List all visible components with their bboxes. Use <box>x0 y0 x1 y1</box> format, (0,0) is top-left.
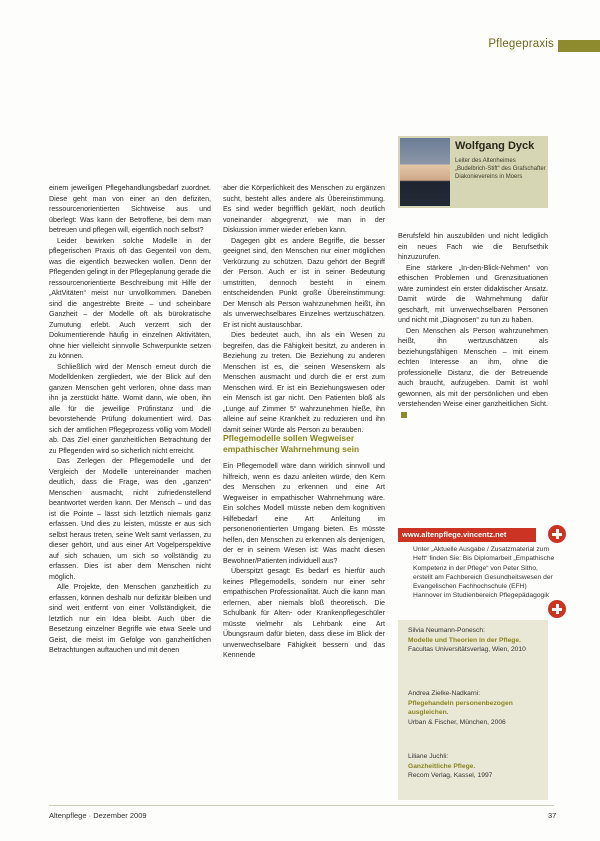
literature-author: Silvia Neumann-Ponesch: <box>408 627 485 634</box>
paragraph: Berufsfeld hin auszubilden und nicht lediglich ein neues Fach wie die Berufsethik hinzuzurufen. <box>398 232 548 261</box>
paragraph: Ein Pflegemodell wäre dann wirklich sinnvoll und hilfreich, wenn es dazu anleiten würde, den Kern des Menschen zu erkennen und eine Art Wegweiser in empathischer Wahrnehmung wäre. Ein solches Modell müsste neben dem kognitiven Hilfebedarf eine Art Anleitung im personenorientierten Umgang bieten. Es müsste helfen, den Menschen zu erkennen als denjenigen, der er in seinem Wesen ist: Was macht diesen Bewohner/Patienten individuell aus? <box>223 462 385 565</box>
author-name: Wolfgang Dyck <box>455 140 535 152</box>
literature-title: Pflegehandeln personenbezogen ausgleichen. <box>408 699 513 716</box>
literature-entry <box>408 689 548 727</box>
text-column-2 <box>223 183 385 435</box>
paragraph-text: Den Menschen als Person wahrzunehmen heißt, ihn wertzuschätzen als beziehungsfähigen Menschen – mit einem echten Interesse an ihm, ohne die professionelle Distanz, die der Betreuende auch braucht, aufzugeben. Damit ist wohl gewonnen, als mit der persönlichen und eben verstehenden Weise einer ganzheitlichen Sicht. <box>398 326 548 408</box>
literature-entry <box>408 626 548 655</box>
text-column-3 <box>398 231 548 420</box>
paragraph: Schließlich wird der Mensch erneut durch die Modelldenken zergliedert, wie der Blick auf den ganzen Menschen geht verloren, ohne dass man ihn ja zerstückt hätte. Womit dann, wie oben, ihn alle für die jeweilige Prüfinstanz und die bevorstehende Prüfung dokumentiert wird. Das sich der amtlichen Pflegeprozess völlig vom Modell ab. Das Ziel einer ganzheitlichen Betrachtung der zu Pflegenden wird so sicherlich nicht erreicht. <box>49 362 211 455</box>
literature-publisher: Facultas Universitätsverlag, Wien, 2010 <box>408 646 526 653</box>
author-photo <box>400 138 450 206</box>
paragraph <box>398 326 548 421</box>
footer-issue: Altenpflege · Dezember 2009 <box>49 811 147 820</box>
literature-entry <box>408 752 548 781</box>
paragraph: Überspitzt gesagt: Es bedarf es hierfür auch keines Pflegemodells, sondern nur einer sehr empathischen Professionalität. Auch die kann man erlernen, aber niemals bloß theoretisch. Die Schulbank für Alten- oder Krankenpflegeschüler müsste vielmehr als Lehrbank eine Art Übungsraum dafür bieten, dass diese im Blick der unverwechselbare Fähigkeit bessern und das Kennende <box>223 567 385 659</box>
paragraph: Eine stärkere „In-den-Blick-Nehmen“ von ethischen Problemen und Grenzsituationen wäre zumindest ein erster didaktischer Ansatz. Damit würde die Wahrnehmung dafür geschärft, mit unverwechselbaren Personen und nicht mit „Diagnosen“ zu tun zu haben. <box>398 263 548 324</box>
paragraph: Das Zerlegen der Pflegemodelle und der Vergleich der Modelle untereinander machen deutlich, dass die Frage, was den „ganzen“ Menschen ausmacht, nicht zufriedenstellend beantwortet werden kann. Der Mensch – und das ist die Pointe – lässt sich letztlich niemals ganz erfassen. Und dies zu leisten, müsste er aus sich selbst heraus treten, seine Welt samt verlassen, zu dieser gehört, und aus einer Art Vogelperspektive auf sich schauen, um sich so vollständig zu erfassen. Dies ist aber dem Menschen nicht möglich. <box>49 457 211 581</box>
plus-icon <box>548 525 566 543</box>
website-url[interactable]: www.altenpflege.vincentz.net <box>402 530 507 539</box>
article-end-mark <box>401 412 407 418</box>
page-number: 37 <box>548 811 557 820</box>
literature-title: Ganzheitliche Pflege. <box>408 762 476 770</box>
website-bar[interactable] <box>398 528 536 542</box>
section-color-bar <box>558 40 600 52</box>
plus-icon <box>548 600 566 618</box>
website-description: Unter „Aktuelle Ausgabe / Zusatzmaterial zum Heft“ finden Sie: Bis Diplomarbeit „Empathische Kompetenz in der Pflege“ von Peter Sitho, erstellt am Fachbereich Gesundheitswesen der Evangelischen Fachhochschule (EFH) Hannover im Studienbereich Pflegepädagogik <box>413 546 555 600</box>
literature-title: Modelle und Theorien in der Pflege. <box>408 636 521 644</box>
paragraph: Dagegen gibt es andere Begriffe, die besser geeignet sind, den Menschen nur einer möglichen Verkürzung zu schützen. Dazu gehört der Begriff der Person. Auch er ist in seiner Bedeutung umstritten, dennoch besteht in einem entscheidenden Punkt große Übereinstimmung: Der Mensch als Person wahrzunehmen heißt, ihn als unverwechselbares Einzelnes wertzuschätzen. Er ist nicht austauschbar. <box>223 236 385 329</box>
paragraph: Leider bewirken solche Modelle in der pflegerischen Praxis oft das Gegenteil von dem, was die eigentlich bezwecken wollen. Denn der Pflegenden gelingt in der Pflegeplanung gerade die ressourcenorientierte Beschreibung mit Hilfe der „AktVitäten“ meist nur unvollkommen. Daneben sind die angestrebte Breite – und scheinbare Ganzheit – der Modelle oft als bürokratische Zumutung erlebt. Auch verzerrt sich der Dokumentierende häufig in einzelnen Aktivitäten, ohne hier vielleicht sinnvolle Schwerpunkte setzen zu können. <box>49 236 211 360</box>
paragraph: Dies bedeutet auch, ihn als ein Wesen zu begreifen, das die Fähigkeit besitzt, zu anderen in Beziehung zu treten. Die Beziehung zu anderen Menschen ist es, die seinen Wesenskern als Menschen ausmacht und durch die er erst zum Menschen wird. Er ist ein Beziehungswesen oder ein Mensch ist gar nicht. Den Patienten bloß als „Lunge auf Zimmer 5“ wahrzunehmen hieße, ihn alleine auf seine Krankheit zu reduzieren und ihn damit seiner Würde als Person zu berauben. <box>223 331 385 434</box>
section-subheading: Pflegemodelle sollen Wegweiser empathischer Wahrnehmung sein <box>223 433 360 454</box>
paragraph: Alle Projekte, den Menschen ganzheitlich zu erfassen, können deshalb nur defizitär bleiben und sind weit entfernt von einer Vollständigkeit, die letztlich nur ein Idea bleibt. Auch über die Besetzung einzelner Begriffe wie etwa Seele und Geist, die meist im Gefolge von ganzheitlichen Betrachtungen auftauchen und mit denen <box>49 583 211 654</box>
section-header <box>476 38 554 54</box>
text-column-2-lower <box>223 461 385 661</box>
literature-publisher: Urban & Fischer, München, 2006 <box>408 718 506 726</box>
literature-author: Liliane Juchli: <box>408 753 449 760</box>
literature-author: Andrea Zielke-Nadkarni: <box>408 690 481 697</box>
section-title: Pflegepraxis <box>488 38 554 50</box>
paragraph: einem jeweiligen Pflegehandlungsbedarf zuordnet. Diese geht man von einer an den defiziten, ressourcenorientierten Sichtweise aus und überlegt: Was kann der Betroffene, bei dem man betreuen und pflegen will, eigentlich noch selbst? <box>49 184 211 234</box>
author-bio: Leiter des Altenheimes „Budelbrich-Stift“ des Grafschafter Diakonievereins in Moers <box>455 158 546 180</box>
paragraph: aber die Körperlichkeit des Menschen zu ergänzen sucht, besteht alles andere als Übereinstimmung. Es sind weder begrifflich geklärt, noch deutlich voneinander abgegrenzt, wie man in der Diskussion immer wieder erleben kann. <box>223 184 385 234</box>
footer-divider <box>49 805 554 806</box>
literature-publisher: Recom Verlag, Kassel, 1997 <box>408 772 493 779</box>
text-column-1 <box>49 183 211 656</box>
